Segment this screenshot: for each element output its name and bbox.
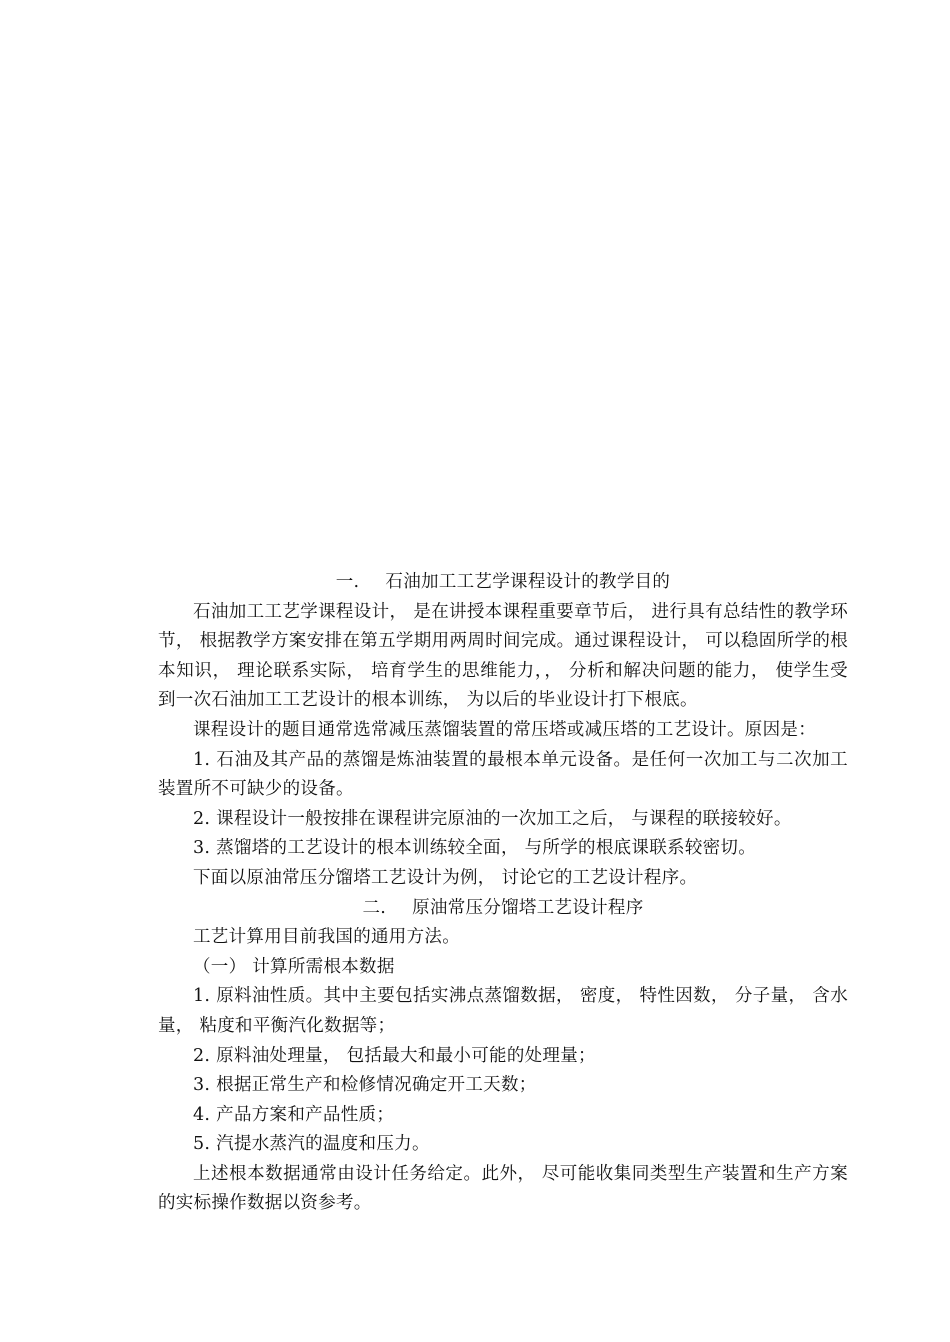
section-number-2: 二. xyxy=(362,897,387,918)
paragraph-reason-3: 3. 蒸馏塔的工艺设计的根本训练较全面， 与所学的根底课联系较密切。 xyxy=(193,838,757,859)
list-item-2: 2. 原料油处理量， 包括最大和最小可能的处理量； xyxy=(193,1045,596,1066)
paragraph-purpose: 石油加工工艺学课程设计， 是在讲授本课程重要章节后， 进行具有总结性的教学环节， 根据教学方案安排在第五学期用两周时间完成。通过课程设计， 可以稳固所学的根本知识， 理论联系实际， 培育学生的思维能力，， 分析和解决问题的能力， 使学生受到一次石油加工工艺设计的根本训练， 为以后的毕业设计打下根底。 xyxy=(158,601,848,711)
subheading-basic-data: （一） 计算所需根本数据 xyxy=(193,956,395,977)
document-body xyxy=(158,568,848,1219)
paragraph-method: 工艺计算用目前我国的通用方法。 xyxy=(193,927,460,948)
paragraph-reason-2: 2. 课程设计一般按排在课程讲完原油的一次加工之后， 与课程的联接较好。 xyxy=(193,808,792,829)
paragraph-closing: 上述根本数据通常由设计任务给定。此外， 尽可能收集同类型生产装置和生产方案的实标操作数据以资参考。 xyxy=(158,1163,848,1214)
paragraph-topic: 课程设计的题目通常选常减压蒸馏装置的常压塔或减压塔的工艺设计。原因是： xyxy=(193,719,816,740)
section-number-1: 一. xyxy=(335,572,360,592)
list-item-3: 3. 根据正常生产和检修情况确定开工天数； xyxy=(193,1075,537,1096)
list-item-1: 1. 原料油性质。其中主要包括实沸点蒸馏数据， 密度， 特性因数， 分子量， 含水量， 粘度和平衡汽化数据等； xyxy=(158,986,848,1036)
section-heading-1 xyxy=(158,568,848,598)
section-heading-2 xyxy=(158,894,848,924)
list-item-5: 5. 汽提水蒸汽的温度和压力。 xyxy=(193,1134,430,1155)
paragraph-reason-1: 1. 石油及其产品的蒸馏是炼油装置的最根本单元设备。是任何一次加工与二次加工装置所不可缺少的设备。 xyxy=(158,749,848,800)
section-title-1: 石油加工工艺学课程设计的教学目的 xyxy=(385,572,671,592)
list-item-4: 4. 产品方案和产品性质； xyxy=(193,1104,395,1125)
paragraph-example: 下面以原油常压分馏塔工艺设计为例， 讨论它的工艺设计程序。 xyxy=(193,867,698,888)
section-title-2: 原油常压分馏塔工艺设计程序 xyxy=(412,897,644,918)
